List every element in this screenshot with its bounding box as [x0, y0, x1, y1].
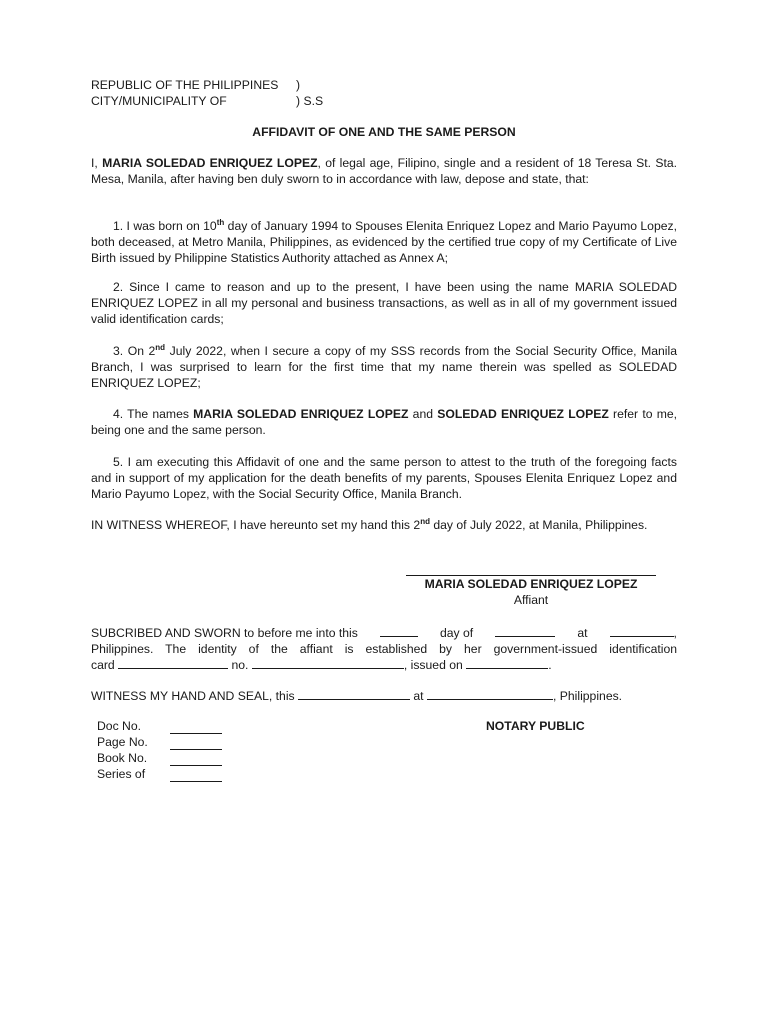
notary-public-label: NOTARY PUBLIC [486, 719, 585, 733]
paragraph-2: 2. Since I came to reason and up to the present, I have been using the name MARIA SOLEDAD ENRIQUEZ LOPEZ in all my personal and business transactions, as well as in all of my government issued valid identification cards; [91, 280, 677, 326]
paragraph-4: 4. The names MARIA SOLEDAD ENRIQUEZ LOPEZ and SOLEDAD ENRIQUEZ LOPEZ refer to me, being one and the same person. [91, 407, 678, 437]
doc-no-row: Doc No. [97, 718, 257, 734]
signature-block [405, 565, 657, 608]
docket-block [97, 718, 257, 782]
paragraph-5: 5. I am executing this Affidavit of one and the same person to attest to the truth of the foregoing facts and in support of my application for the death benefits of my parents, Spouses Elenita Enriquez Lopez and Mario Payumo Lopez, with the Social Security Office, Manila Branch. [91, 455, 677, 501]
page-no-row: Page No. [97, 734, 257, 750]
jurat-paragraph: SUBCRIBED AND SWORN to before me into this day of at , Philippines. The identity of the affiant is established by her government-issued identification card no. , issued on . [91, 626, 677, 672]
series-row: Series of [97, 766, 257, 782]
book-no-row: Book No. [97, 750, 257, 766]
venue-republic: REPUBLIC OF THE PHILIPPINES [91, 78, 279, 92]
paragraph-1: 1. I was born on 10th day of January 1994 to Spouses Elenita Enriquez Lopez and Mario Payumo Lopez, both deceased, at Metro Manila, Philippines, as evidenced by the certified true copy of my Certificate of Live Birth issued by Philippine Statistics Authority attached as Annex A; [91, 218, 677, 265]
paragraph-3: 3. On 2nd July 2022, when I secure a copy of my SSS records from the Social Security Office, Manila Branch, I was surprised to learn for the first time that my name therein was spelled as SOLEDAD ENRIQUEZ LOPEZ; [91, 343, 677, 390]
venue-ss: ) S.S [296, 94, 324, 108]
signature-name: MARIA SOLEDAD ENRIQUEZ LOPEZ [424, 577, 638, 591]
affiant-name: MARIA SOLEDAD ENRIQUEZ LOPEZ [102, 156, 318, 170]
document-title: AFFIDAVIT OF ONE AND THE SAME PERSON [252, 125, 516, 139]
venue-bracket: ) [296, 78, 301, 92]
intro-paragraph: I, MARIA SOLEDAD ENRIQUEZ LOPEZ, of legal age, Filipino, single and a resident of 18 Teresa St. Sta. Mesa, Manila, after having ben duly sworn to in accordance with law, depose and state, that: [91, 156, 678, 186]
venue-city: CITY/MUNICIPALITY OF [91, 94, 227, 108]
seal-paragraph: WITNESS MY HAND AND SEAL, this at , Philippines. [91, 689, 623, 703]
witness-paragraph: IN WITNESS WHEREOF, I have hereunto set my hand this 2nd day of July 2022, at Manila, Philippines. [91, 517, 648, 532]
venue-caption [91, 77, 391, 109]
signature-role: Affiant [513, 593, 549, 607]
